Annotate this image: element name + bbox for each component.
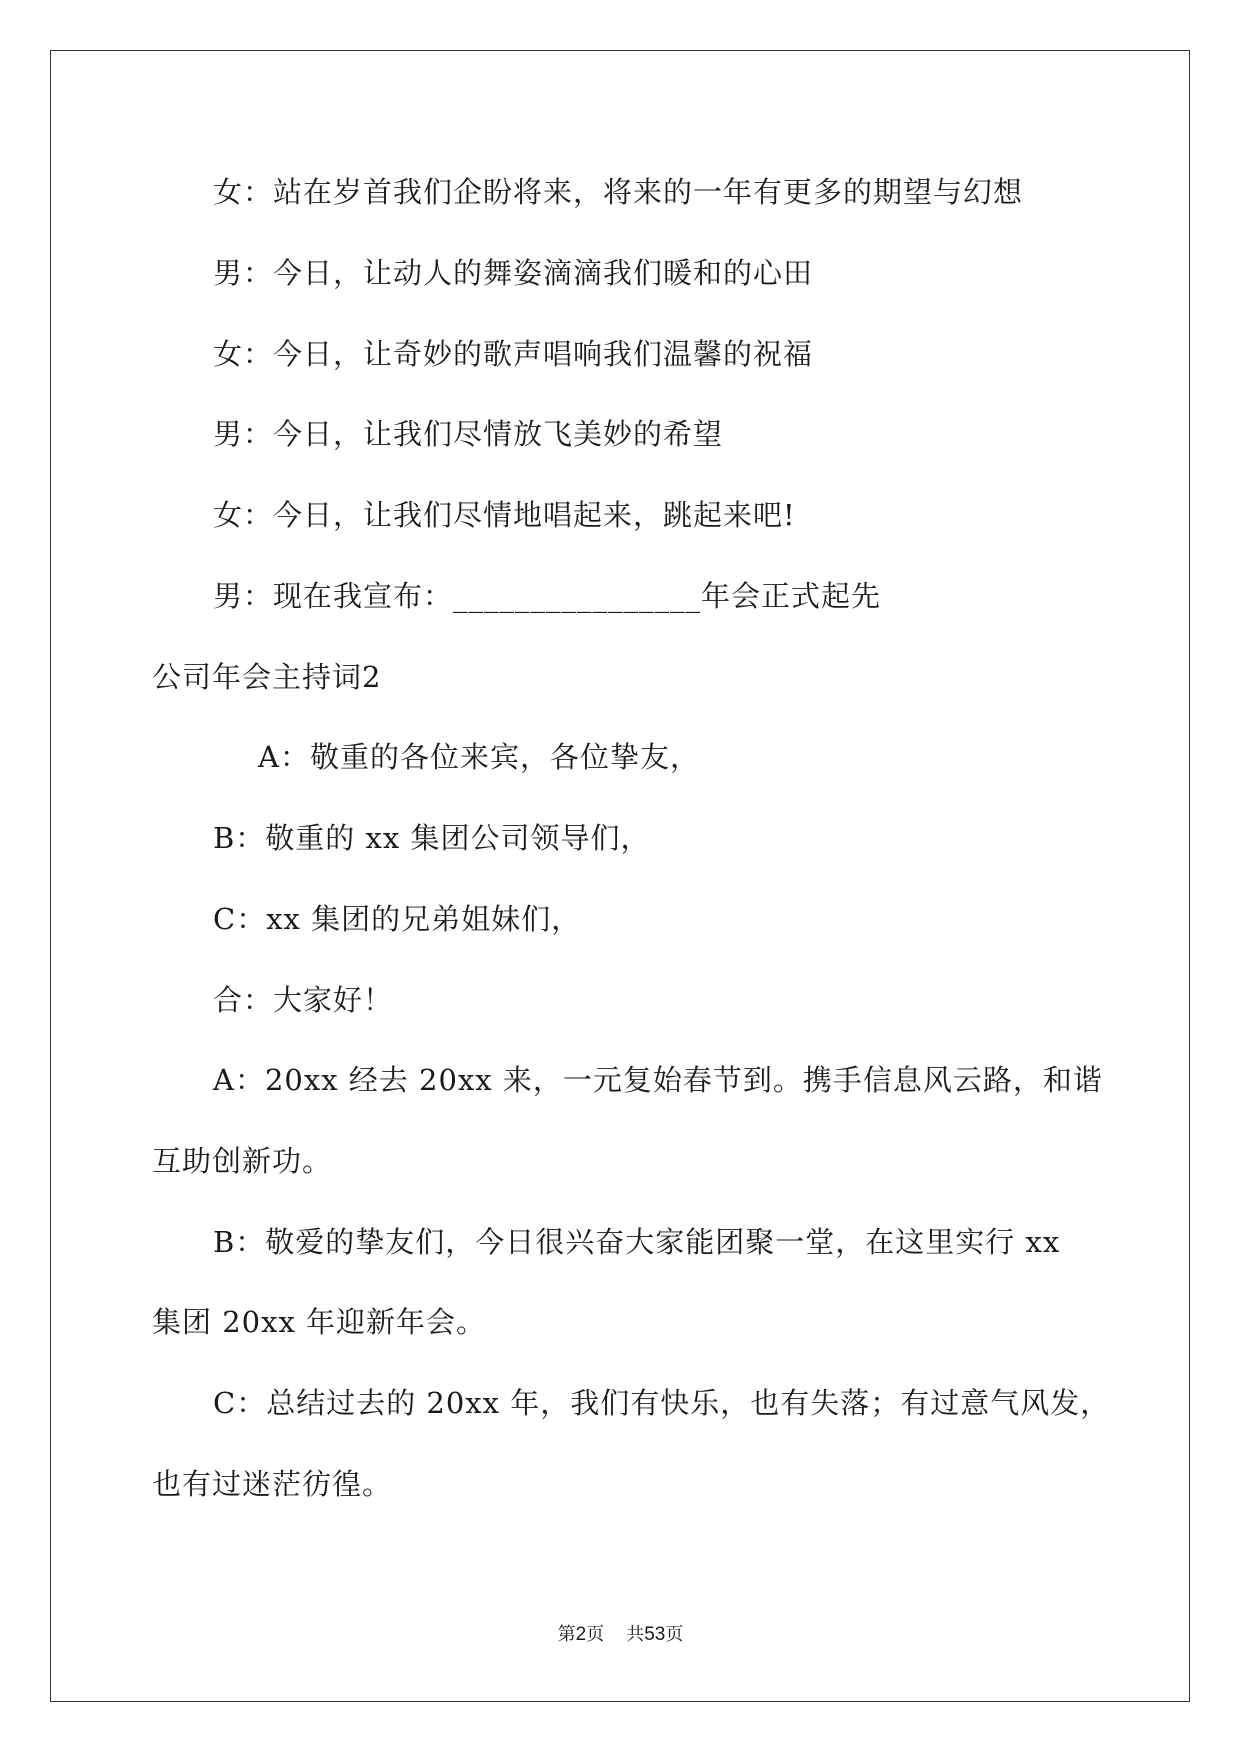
- text-line-16: C：总结过去的 20xx 年，我们有快乐，也有失落；有过意气风发，: [213, 1386, 1111, 1420]
- total-pages: 53: [644, 1624, 666, 1645]
- text-line-17: 也有过迷茫彷徨。: [152, 1467, 393, 1501]
- total-prefix: 共: [626, 1624, 645, 1644]
- text-line-5: 女：今日，让我们尽情地唱起来，跳起来吧!: [213, 498, 796, 532]
- text-line-4: 男：今日，让我们尽情放飞美妙的希望: [213, 417, 724, 451]
- page-border: [50, 50, 1190, 1702]
- text-line-13: 互助创新功。: [152, 1144, 333, 1178]
- text-line-12: A：20xx 经去 20xx 来，一元复始春节到。携手信息风云路，和谐: [213, 1063, 1103, 1097]
- text-line-2: 男：今日，让动人的舞姿滴滴我们暖和的心田: [213, 256, 814, 290]
- text-line-10: C：xx 集团的兄弟姐妹们，: [213, 902, 582, 936]
- text-line-3: 女：今日，让奇妙的歌声唱响我们温馨的祝福: [213, 337, 814, 371]
- text-line-8: A：敬重的各位来宾，各位挚友，: [258, 740, 700, 774]
- section-heading: 公司年会主持词2: [152, 660, 382, 694]
- text-line-14: B：敬爱的挚友们，今日很兴奋大家能团聚一堂，在这里实行 xx: [213, 1225, 1061, 1259]
- text-line-15: 集团 20xx 年迎新年会。: [152, 1305, 487, 1339]
- page-prefix: 第: [557, 1624, 576, 1644]
- page-number: 2: [575, 1624, 587, 1645]
- text-line-6: 男：现在我宣布：________________年会正式起先: [213, 579, 882, 613]
- text-line-11: 合：大家好！: [213, 983, 394, 1017]
- text-line-9: B：敬重的 xx 集团公司领导们，: [213, 821, 651, 855]
- page-footer: [0, 1622, 1241, 1647]
- text-line-1: 女：站在岁首我们企盼将来，将来的一年有更多的期望与幻想: [213, 175, 1024, 209]
- total-unit: 页: [665, 1624, 684, 1644]
- page-unit: 页: [586, 1624, 605, 1644]
